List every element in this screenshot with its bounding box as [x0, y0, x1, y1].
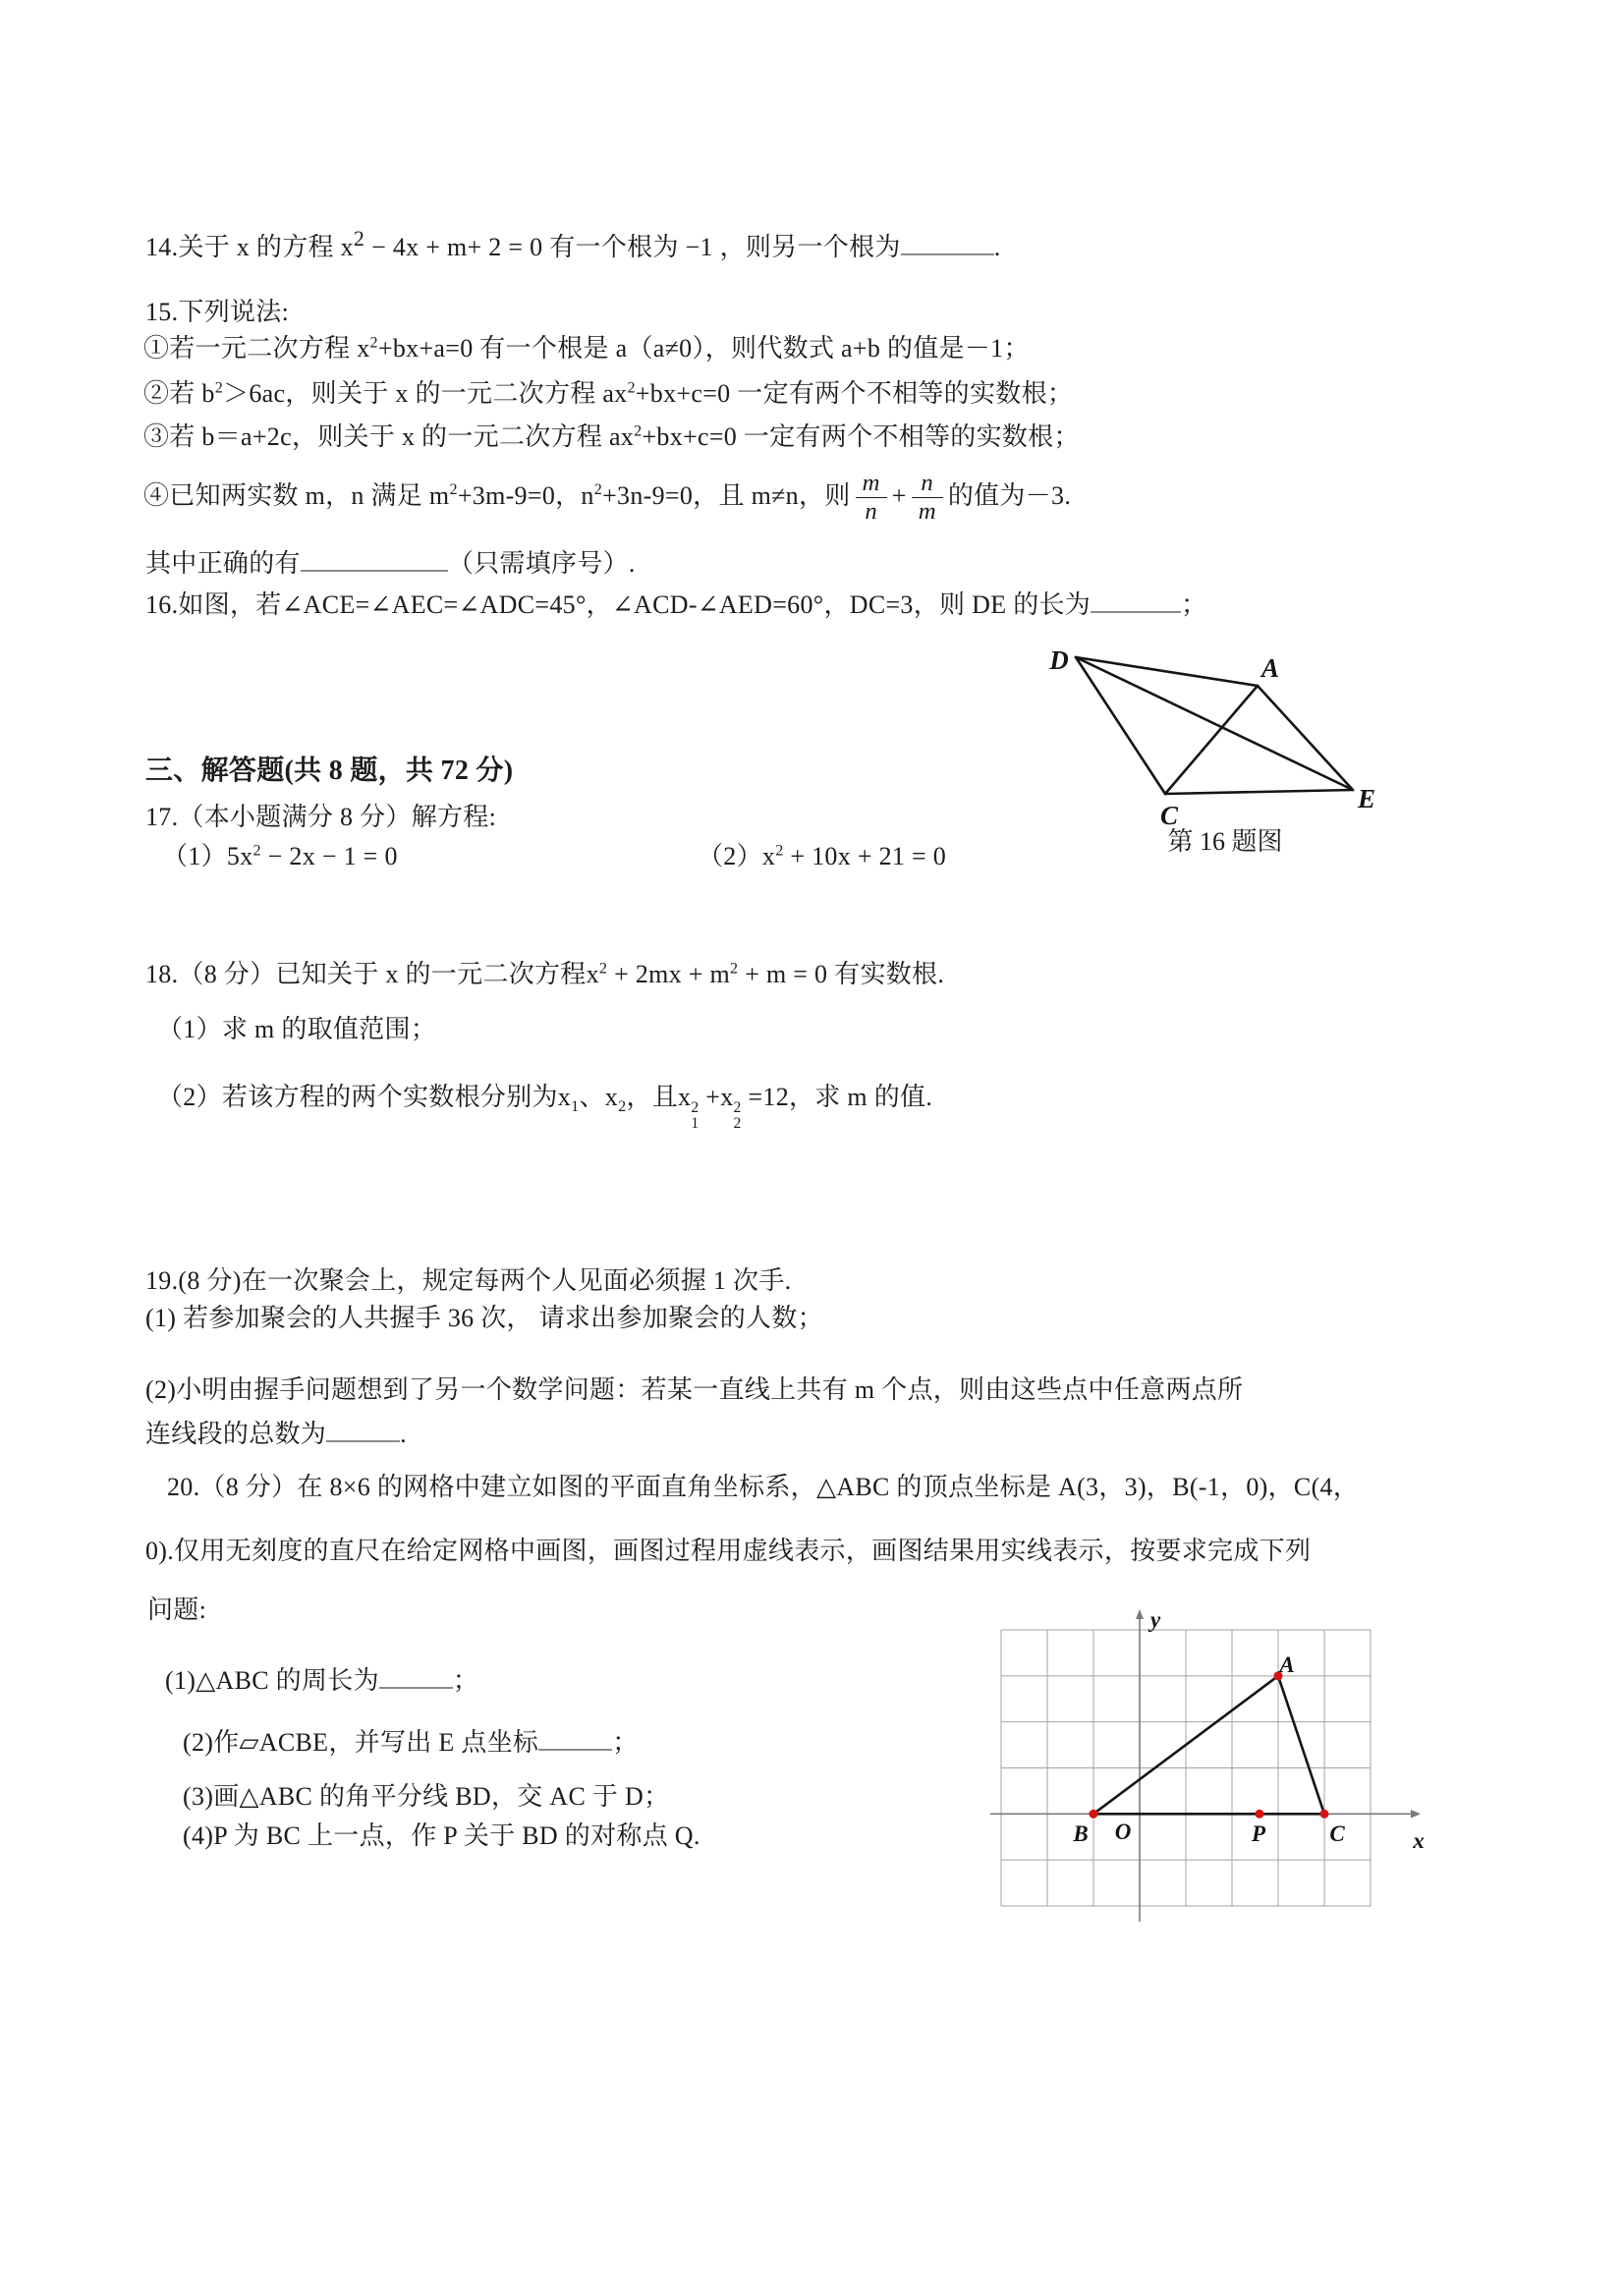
- y-axis-arrow-icon: [1136, 1609, 1144, 1619]
- q14: 14.关于 x 的方程 x2 − 4x + m+ 2 = 0 有一个根为 −1 ，则另一个根为 .: [145, 226, 1001, 261]
- point-c-dot: [1320, 1810, 1329, 1819]
- q20-line2: 0).仅用无刻度的直尺在给定网格中画图，画图过程用虚线表示，画图结果用实线表示，按要求完成下列: [145, 1537, 1312, 1565]
- point-p-dot: [1256, 1810, 1264, 1819]
- q20-part1: (1)△ABC 的周长为 ；: [165, 1661, 478, 1698]
- q19: 19.(8 分)在一次聚会上，规定每两个人见面必须握 1 次手.: [145, 1266, 792, 1295]
- x-axis-arrow-icon: [1411, 1810, 1421, 1819]
- section3-header: 三、解答题(共 8 题，共 72 分): [145, 756, 514, 786]
- q16: 16.如图，若∠ACE=∠AEC=∠ADC=45°，∠ACD-∠AED=60°，DC=3，则 DE 的长为 ；: [145, 586, 1206, 622]
- q20-part2: (2)作▱ACBE，并写出 E 点坐标 ；: [183, 1723, 639, 1760]
- figure-q20-grid-diagram: [982, 1605, 1444, 1930]
- point-d-label: D: [1049, 645, 1069, 675]
- q18-part2: （2）若该方程的两个实数根分别为$x_1$、$x_2$，且x 2 1 +x 2 2 =12，求 m 的值.: [157, 1083, 933, 1132]
- point-p-label: P: [1251, 1821, 1266, 1846]
- point-b-label: B: [1073, 1821, 1089, 1846]
- grid-lines: [1001, 1630, 1371, 1906]
- q15-answer: 其中正确的有 （只需填序号）.: [145, 544, 636, 581]
- q17-eq2: $(2)x^2 + 10x + 21 = 0$: [698, 842, 947, 870]
- vertex-dots: [1090, 1671, 1329, 1819]
- edge-AC: [1165, 686, 1258, 794]
- q19-part2b: 连线段的总数为 .: [145, 1415, 407, 1451]
- edge-DE: [1076, 657, 1353, 790]
- q15-s4: ④已知两实数 m，n 满足 $m^2+3m-9=0$，$n^2+3n-9=0$，且 m≠n，则 $\frac{m}{n}$ + $\frac{n}{m}$ 的值为－3.: [143, 470, 1072, 526]
- point-a-label: A: [1260, 653, 1280, 683]
- q15-s3: ③若 b＝a+2c，则关于 x 的一元二次方程 $ax^2+bx+c=0$ 一定有两个不相等的实数根；: [143, 422, 1080, 451]
- q20-line1: 20.（8 分）在 8×6 的网格中建立如图的平面直角坐标系，△ABC 的顶点坐标是 A(3，3)，B(-1，0)，C(4，: [167, 1473, 1360, 1501]
- origin-label: O: [1114, 1820, 1132, 1844]
- point-e-label: E: [1357, 784, 1376, 813]
- q20-line3: 问题:: [147, 1596, 207, 1624]
- edge-AE: [1258, 686, 1353, 790]
- q17: 17.（本小题满分 8 分）解方程:: [145, 803, 497, 831]
- point-a-label: A: [1279, 1652, 1295, 1677]
- point-c-label: C: [1159, 801, 1179, 830]
- q19-part1: (1) 若参加聚会的人共握手 36 次， 请求出参加聚会的人数；: [145, 1304, 823, 1332]
- q18: 18.（8 分）已知关于 x 的一元二次方程$x^2 + 2mx + m^2 + m = 0$ 有实数根.: [145, 960, 945, 988]
- point-c-label: C: [1329, 1821, 1345, 1846]
- triangle-abc: [1093, 1676, 1324, 1815]
- x-axis-label: x: [1413, 1828, 1425, 1853]
- axes: [990, 1615, 1415, 1922]
- q15-s1: ①若一元二次方程 $x^2+bx+a=0$ 有一个根是 a（a≠0），则代数式 a+b 的值是－1；: [143, 334, 1030, 363]
- q17-eq1: $(1)5x^2 - 2x - 1 = 0$: [162, 842, 398, 870]
- figure-q16-caption: 第 16 题图: [1167, 827, 1283, 856]
- q15-s2: ②若 $b^2>6ac$，则关于 x 的一元二次方程 $ax^2+bx+c=0$ 一定有两个不相等的实数根；: [143, 379, 1074, 408]
- figure-q16-geometry-diagram: [982, 634, 1434, 865]
- y-axis-label: y: [1150, 1607, 1161, 1632]
- edge-AC: [1278, 1676, 1324, 1815]
- q19-part2a: (2)小明由握手问题想到了另一个数学问题：若某一直线上共有 m 个点，则由这些点中任意两点所: [145, 1375, 1244, 1404]
- figure-q16-edges: [1076, 657, 1353, 794]
- q20-part3: (3)画△ABC 的角平分线 BD，交 AC 于 D；: [183, 1782, 670, 1811]
- q18-part1: （1）求 m 的取值范围；: [157, 1015, 437, 1043]
- q20-part4: (4)P 为 BC 上一点，作 P 关于 BD 的对称点 Q.: [183, 1821, 700, 1850]
- q15: 15.下列说法:: [145, 298, 290, 326]
- edge-CE: [1165, 790, 1353, 794]
- point-b-dot: [1090, 1810, 1098, 1819]
